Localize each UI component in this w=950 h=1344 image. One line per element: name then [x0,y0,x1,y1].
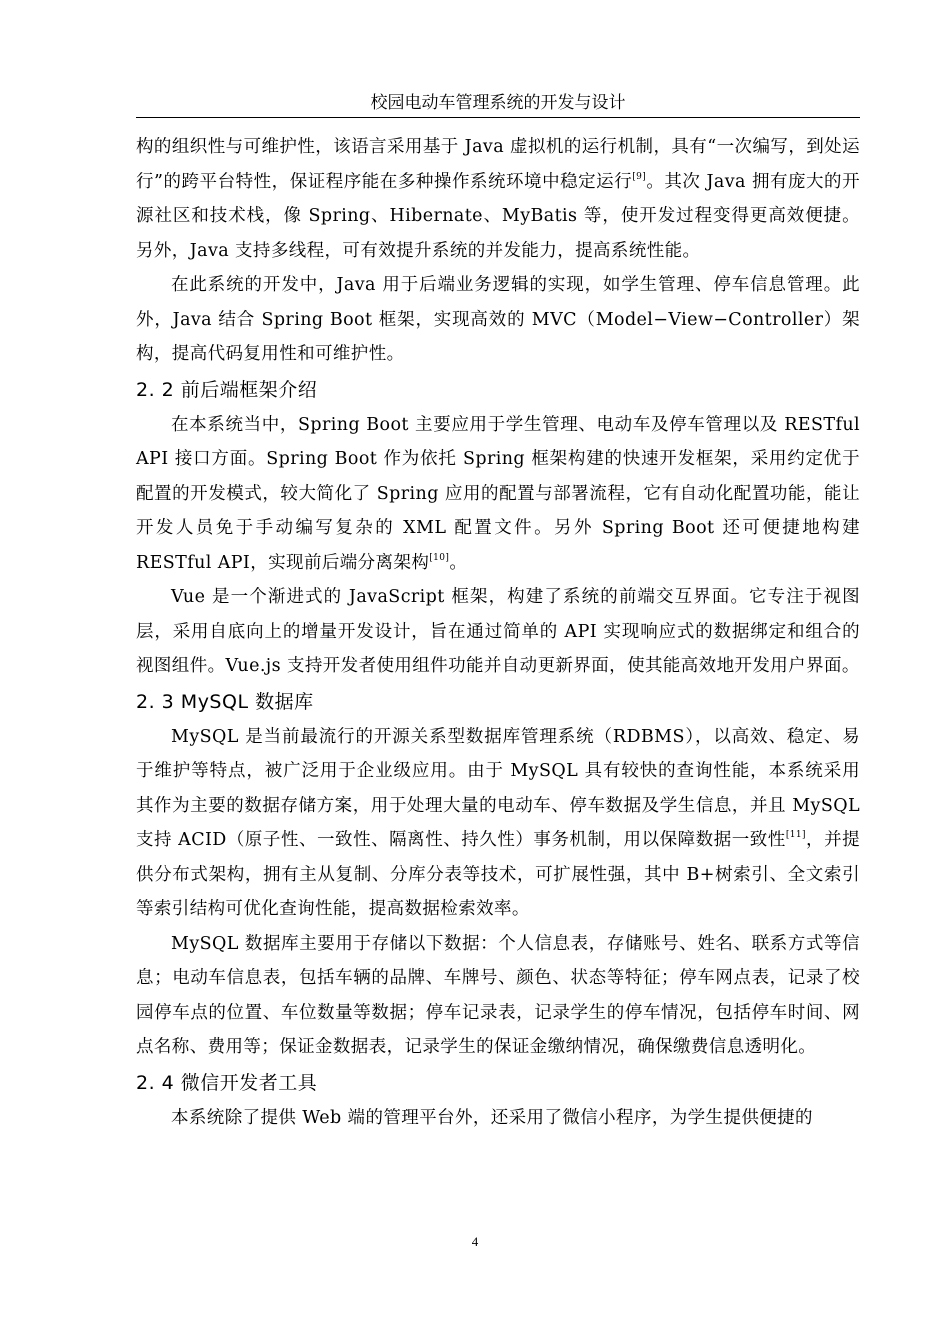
section-heading-2-2: 2. 2 前后端框架介绍 [136,378,318,401]
paragraph-text: 在本系统当中，Spring Boot 主要应用于学生管理、电动车及停车管理以及 RESTful API 接口方面。Spring Boot 作为依托 Spring 框架构建的快速开发框架，采用约定优于配置的开发模式，较大简化了 Spring 应用的配置与部署流程，它有自动化配置功能，能让开发人员免于手动编写复杂的 XML 配置文件。另外 Spring Boot 还可便捷地构建 RESTful API，实现前后端分离架构 [136,414,860,573]
paragraph-java-continued [136,130,860,268]
paragraph-spring-boot [136,408,860,581]
running-header-title: 校园电动车管理系统的开发与设计 [370,93,626,113]
paragraph-vue: Vue 是一个渐进式的 JavaScript 框架，构建了系统的前端交互界面。它专注于视图层，采用自底向上的增量开发设计，旨在通过简单的 API 实现响应式的数据绑定和组合的视图组件。Vue.js 支持开发者使用组件功能并自动更新界面，使其能高效地开发用户界面。 [136,587,860,676]
citation: [9] [632,171,647,182]
citation: [11] [785,830,806,840]
paragraph-text: 构的组织性与可维护性，该语言采用基于 Java 虚拟机的运行机制，具有“一次编写，到处运行”的跨平台特性，保证程序能在多种操作系统环境中稳定运行 [136,137,860,192]
paragraph-text: 。其次 Java 拥有庞大的开源社区和技术栈，像 Spring、Hibernate、MyBatis 等，使开发过程变得更高效便捷。另外，Java 支持多线程，可有效提升系统的并发能力，提高系统性能。 [136,171,860,261]
section-heading-2-3: 2. 3 MySQL 数据库 [136,690,314,713]
body-content [136,130,860,1135]
paragraph-wechat: 本系统除了提供 Web 端的管理平台外，还采用了微信小程序，为学生提供便捷的 [171,1107,813,1128]
paragraph-mysql-tables: MySQL 数据库主要用于存储以下数据：个人信息表，存储账号、姓名、联系方式等信息；电动车信息表，包括车辆的品牌、车牌号、颜色、状态等特征；停车网点表，记录了校园停车点的位置、车位数量等数据；停车记录表，记录学生的停车情况，包括停车时间、网点名称、费用等；保证金数据表，记录学生的保证金缴纳情况，确保缴费信息透明化。 [136,933,860,1057]
header-rule [136,117,860,118]
section-heading-2-4: 2. 4 微信开发者工具 [136,1071,318,1094]
citation: [10] [429,552,450,563]
page-number: 4 [471,1234,479,1249]
paragraph-text: 。 [449,552,468,573]
paragraph-text: MySQL 是当前最流行的开源关系型数据库管理系统（RDBMS），以高效、稳定、易于维护等特点，被广泛用于企业级应用。由于 MySQL 具有较快的查询性能，本系统采用其作为主要的数据存储方案，用于处理大量的电动车、停车数据及学生信息，并且 MySQL 支持 ACID（原子性、一致性、隔离性、持久性）事务机制，用以保障数据一致性 [136,726,860,850]
paragraph-mysql-intro [136,720,860,927]
paragraph-text: ，并提供分布式架构，拥有主从复制、分库分表等技术，可扩展性强，其中 B+树索引、全文索引等索引结构可优化查询性能，提高数据检索效率。 [136,830,860,919]
paragraph-java-usage: 在此系统的开发中，Java 用于后端业务逻辑的实现，如学生管理、停车信息管理。此外，Java 结合 Spring Boot 框架，实现高效的 MVC（Model−View−Controller）架构，提高代码复用性和可维护性。 [136,275,860,364]
